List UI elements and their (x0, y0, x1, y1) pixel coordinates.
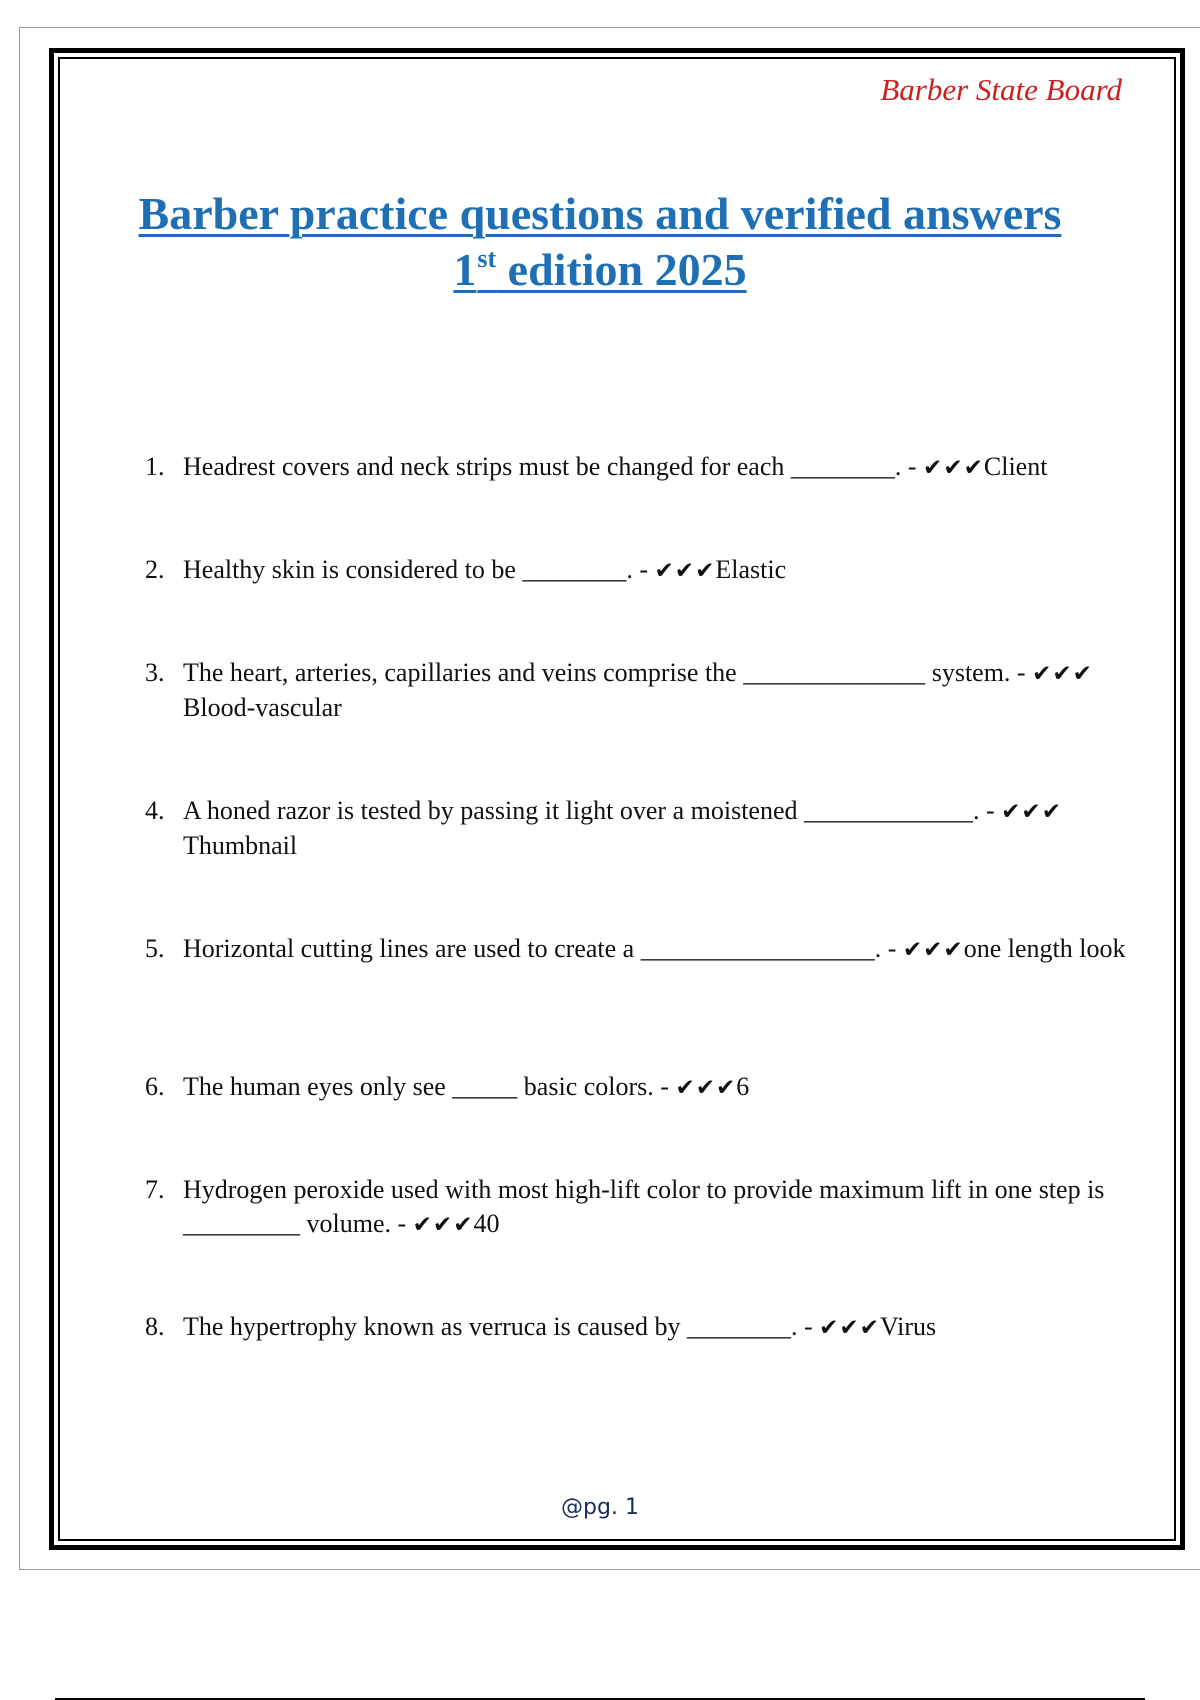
question-number: 4. (145, 796, 165, 825)
checkmark-icon: ✔✔✔ (819, 1315, 880, 1341)
question-item (145, 656, 1130, 725)
question-number: 5. (145, 934, 165, 963)
question-answer: Client (983, 452, 1048, 481)
question-item (145, 1070, 1130, 1105)
question-body (183, 450, 1130, 485)
question-number: 6. (145, 1072, 165, 1101)
question-answer: 40 (473, 1209, 500, 1238)
page-number: @pg. 1 (561, 1495, 639, 1520)
question-number: 3. (145, 658, 165, 687)
question-body (183, 656, 1130, 725)
edition-label: edition 2025 (496, 244, 747, 295)
question-text: Horizontal cutting lines are used to create a __________________. - (183, 934, 903, 963)
question-text: Hydrogen peroxide used with most high-lift color to provide maximum lift in one step is _________ volume. - (183, 1175, 1105, 1238)
question-number: 7. (145, 1175, 165, 1204)
checkmark-icon: ✔✔✔ (412, 1212, 474, 1238)
question-item (145, 932, 1130, 967)
edition-superscript: st (477, 244, 497, 273)
question-number: 1. (145, 452, 165, 481)
document-title (60, 186, 1140, 305)
question-body (183, 1310, 1130, 1345)
question-answer: 6 (736, 1072, 750, 1101)
title-line-2 (453, 242, 746, 305)
question-item (145, 1310, 1130, 1345)
question-item (145, 450, 1130, 485)
question-text: The hypertrophy known as verruca is caused by ________. - (183, 1312, 820, 1341)
checkmark-icon: ✔✔✔ (902, 937, 964, 963)
checkmark-icon: ✔✔✔ (654, 558, 716, 584)
checkmark-icon: ✔✔✔ (1032, 661, 1093, 687)
question-answer: Elastic (715, 555, 787, 584)
question-body (183, 553, 1130, 588)
edition-number: 1 (453, 244, 477, 295)
question-body (183, 1070, 1130, 1105)
question-body (183, 794, 1130, 863)
question-body (183, 932, 1130, 967)
question-item (145, 553, 1130, 588)
question-answer: one length look (963, 934, 1126, 963)
checkmark-icon: ✔✔✔ (675, 1075, 737, 1101)
question-text: The heart, arteries, capillaries and veins comprise the ______________ system. - (183, 658, 1033, 687)
question-text: A honed razor is tested by passing it light over a moistened _____________. - (183, 796, 1002, 825)
question-body (183, 1173, 1130, 1242)
question-answer: Blood-vascular (183, 693, 342, 722)
question-number: 8. (145, 1312, 165, 1341)
question-text: Headrest covers and neck strips must be changed for each ________. - (183, 452, 924, 481)
question-text: Healthy skin is considered to be ________. - (183, 555, 655, 584)
question-item (145, 794, 1130, 863)
header-label: Barber State Board (880, 72, 1122, 107)
checkmark-icon: ✔✔✔ (1001, 799, 1062, 825)
question-answer: Virus (879, 1312, 937, 1341)
question-text: The human eyes only see _____ basic colors. - (183, 1072, 676, 1101)
question-number: 2. (145, 555, 165, 584)
question-item (145, 1173, 1130, 1242)
title-line-1: Barber practice questions and verified answers (138, 188, 1062, 239)
question-answer: Thumbnail (183, 831, 298, 860)
checkmark-icon: ✔✔✔ (923, 455, 984, 481)
